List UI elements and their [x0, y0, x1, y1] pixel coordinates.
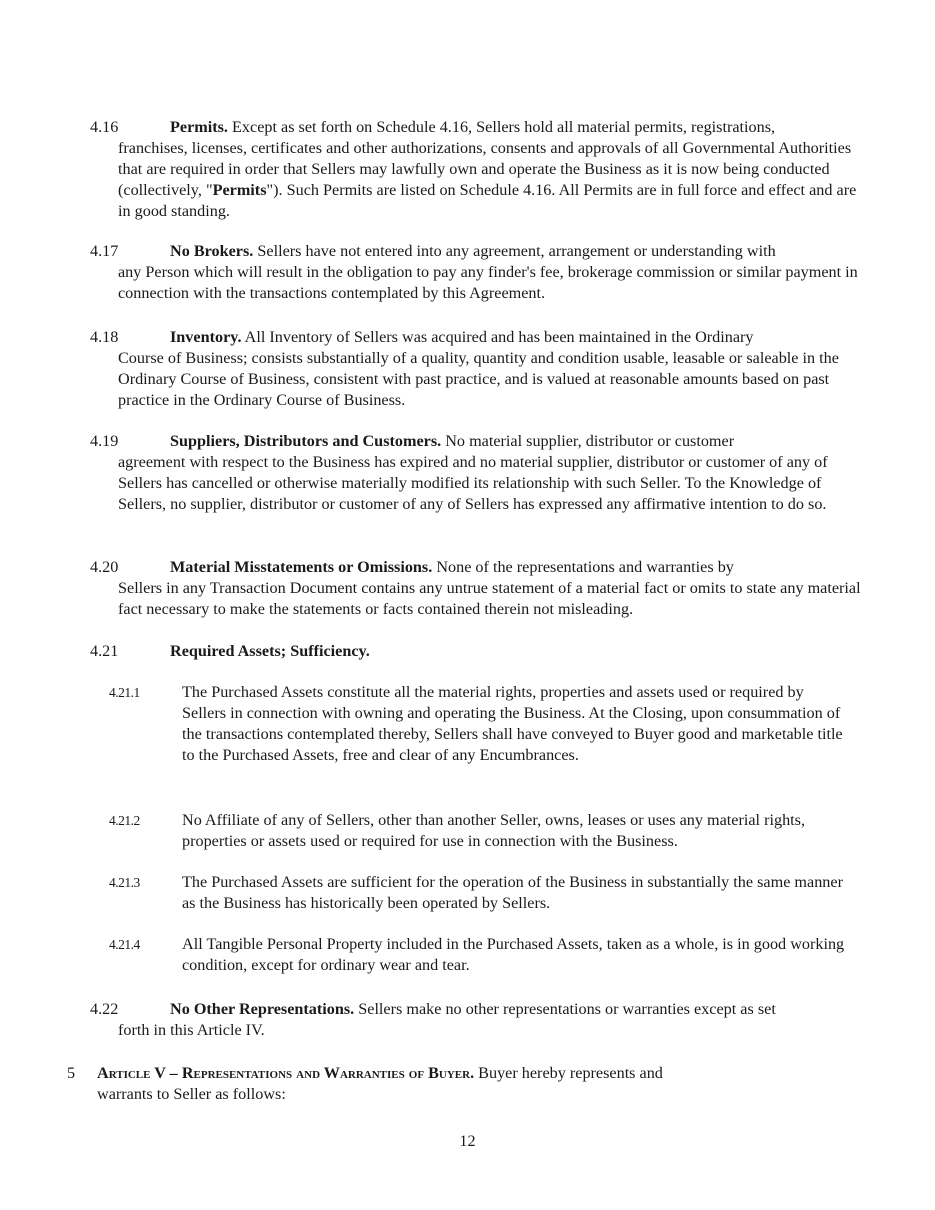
subsection-4-21-2 — [109, 810, 849, 852]
section-text: franchises, licenses, certificates and other authorizations, consents and approvals of all Governmental Authorities that are required in order that Sellers may lawfully own and operate the Business as it is now being conducted (collectively, "Permits"). Such Permits are listed on Schedule 4.16. All Permits are in full force and effect and are in good standing. — [118, 139, 857, 220]
subsection-4-21-4 — [109, 934, 849, 976]
section-text: Sellers in any Transaction Document contains any untrue statement of a material fact or omits to state any material fact necessary to make the statements or facts contained therein not misleading. — [118, 579, 861, 618]
page-number: 12 — [459, 1132, 476, 1150]
section-heading: No Brokers. — [170, 242, 254, 260]
section-heading: Permits. — [170, 118, 228, 136]
section-text-first: All Inventory of Sellers was acquired and has been maintained in the Ordinary — [241, 328, 754, 346]
article-heading: Article V – Representations and Warranties of Buyer. — [97, 1064, 475, 1082]
section-4-17 — [90, 241, 865, 304]
section-4-16 — [90, 117, 865, 222]
section-text: Course of Business; consists substantially of a quality, quantity and condition usable, leasable or saleable in the Ordinary Course of Business, consistent with past practice, and is valued at reasonable amounts based on past practice in the Ordinary Course of Business. — [118, 349, 839, 409]
defined-term: Permits — [212, 181, 267, 199]
section-heading: Material Misstatements or Omissions. — [170, 558, 433, 576]
subsection-number: 4.21.3 — [109, 875, 140, 890]
subsection-4-21-3 — [109, 872, 849, 914]
section-text-first: None of the representations and warranties by — [432, 558, 734, 576]
section-heading: Suppliers, Distributors and Customers. — [170, 432, 442, 450]
section-number: 4.22 — [90, 1000, 119, 1018]
section-number: 4.19 — [90, 432, 119, 450]
section-number: 4.21 — [90, 642, 119, 660]
section-text: agreement with respect to the Business has expired and no material supplier, distributor or customer of any of Sellers has cancelled or otherwise materially modified its relationship with such Seller. To the Knowledge of Sellers, no supplier, distributor or customer of any of Sellers has expressed any affirmative intention to do so. — [118, 453, 828, 513]
article-text: warrants to Seller as follows: — [97, 1085, 286, 1103]
subsection-text: The Purchased Assets constitute all the material rights, properties and assets used or required by Sellers in connection with owning and operating the Business. At the Closing, upon consummation of the transactions contemplated thereby, Sellers shall have conveyed to Buyer good and marketable title to the Purchased Assets, free and clear of any Encumbrances. — [182, 683, 843, 764]
subsection-number: 4.21.1 — [109, 685, 140, 700]
section-text-first: Sellers have not entered into any agreement, arrangement or understanding with — [253, 242, 776, 260]
section-number: 4.20 — [90, 558, 119, 576]
subsection-number: 4.21.4 — [109, 937, 140, 952]
section-text-first: Sellers make no other representations or warranties except as set — [354, 1000, 776, 1018]
article-text-first: Buyer hereby represents and — [474, 1064, 663, 1082]
subsection-4-21-1 — [109, 682, 849, 766]
subsection-text: All Tangible Personal Property included in the Purchased Assets, taken as a whole, is in good working condition, except for ordinary wear and tear. — [182, 935, 845, 974]
subsection-number: 4.21.2 — [109, 813, 140, 828]
article-number: 5 — [67, 1064, 76, 1082]
section-4-19 — [90, 431, 865, 515]
subsection-text: No Affiliate of any of Sellers, other than another Seller, owns, leases or uses any material rights, properties or assets used or required for use in connection with the Business. — [182, 811, 806, 850]
section-number: 4.18 — [90, 328, 119, 346]
section-number: 4.17 — [90, 242, 119, 260]
section-heading: Inventory. — [170, 328, 242, 346]
section-number: 4.16 — [90, 118, 119, 136]
section-text: any Person which will result in the obligation to pay any finder's fee, brokerage commission or similar payment in connection with the transactions contemplated by this Agreement. — [118, 263, 858, 302]
section-4-22 — [90, 999, 865, 1041]
section-4-20 — [90, 557, 865, 620]
section-4-18 — [90, 327, 865, 411]
section-text-first: No material supplier, distributor or customer — [441, 432, 735, 450]
section-4-21 — [90, 641, 865, 662]
section-text: forth in this Article IV. — [118, 1021, 265, 1039]
section-text-first: Except as set forth on Schedule 4.16, Sellers hold all material permits, registrations, — [227, 118, 776, 136]
section-heading: Required Assets; Sufficiency. — [170, 642, 370, 660]
subsection-text: The Purchased Assets are sufficient for the operation of the Business in substantially the same manner as the Business has historically been operated by Sellers. — [182, 873, 843, 912]
section-heading: No Other Representations. — [170, 1000, 355, 1018]
article-5 — [67, 1063, 847, 1105]
